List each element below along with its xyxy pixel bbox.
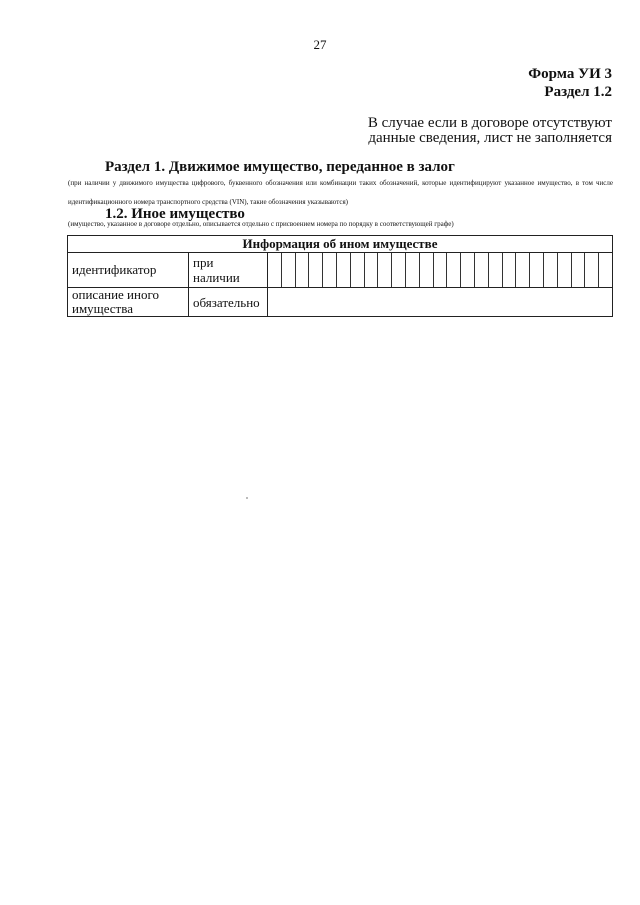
fill-note-line-2: данные сведения, лист не заполняется <box>368 130 612 146</box>
char-cell[interactable] <box>365 253 379 287</box>
fill-note <box>368 116 612 146</box>
char-cell[interactable] <box>489 253 503 287</box>
identifier-requirement: при наличии <box>189 253 268 288</box>
char-cell[interactable] <box>323 253 337 287</box>
char-cell[interactable] <box>558 253 572 287</box>
char-cell[interactable] <box>530 253 544 287</box>
page-number: 27 <box>313 37 327 52</box>
char-cell[interactable] <box>599 253 612 287</box>
form-name: Форма УИ 3 <box>528 66 612 82</box>
char-cell[interactable] <box>309 253 323 287</box>
char-cell[interactable] <box>434 253 448 287</box>
description-field[interactable] <box>268 288 613 317</box>
table-row <box>68 253 613 288</box>
char-cell[interactable] <box>296 253 310 287</box>
char-cell[interactable] <box>378 253 392 287</box>
char-cell[interactable] <box>585 253 599 287</box>
char-cell[interactable] <box>351 253 365 287</box>
description-label: описание иного имущества <box>68 288 189 317</box>
char-cell[interactable] <box>544 253 558 287</box>
form-title <box>528 65 612 101</box>
section-hint: (при наличии у движимого имущества цифрового, буквенного обозначения или комбинации таких обозначений, которые идентифицируют указанное имущество, в том числе идентификационного номера транспортного средства (VIN), такие обозначения указываются) <box>68 179 613 206</box>
table-row <box>68 288 613 317</box>
char-cell[interactable] <box>420 253 434 287</box>
fill-note-line-1: В случае если в договоре отсутствуют <box>367 115 612 131</box>
identifier-character-cells[interactable] <box>268 253 613 288</box>
char-cell[interactable] <box>503 253 517 287</box>
char-cell[interactable] <box>572 253 586 287</box>
property-info-table <box>67 235 613 317</box>
char-cell[interactable] <box>406 253 420 287</box>
table-header: Информация об ином имуществе <box>68 236 613 253</box>
identifier-label: идентификатор <box>68 253 189 288</box>
section-name: Раздел 1.2 <box>544 84 612 100</box>
char-cell[interactable] <box>475 253 489 287</box>
scan-speck <box>246 497 248 499</box>
subsection-title: 1.2. Иное имущество <box>105 206 245 222</box>
char-cell[interactable] <box>268 253 282 287</box>
description-requirement: обязательно <box>189 288 268 317</box>
char-cell[interactable] <box>461 253 475 287</box>
char-cell[interactable] <box>516 253 530 287</box>
char-cell[interactable] <box>447 253 461 287</box>
subsection-hint: (имущество, указанное в договоре отдельно, описывается отдельно с присвоением номера по порядку в соответствующей графе) <box>68 220 454 228</box>
section-title: Раздел 1. Движимое имущество, переданное в залог <box>105 159 455 175</box>
char-cell[interactable] <box>337 253 351 287</box>
char-cell[interactable] <box>392 253 406 287</box>
char-cell[interactable] <box>282 253 296 287</box>
